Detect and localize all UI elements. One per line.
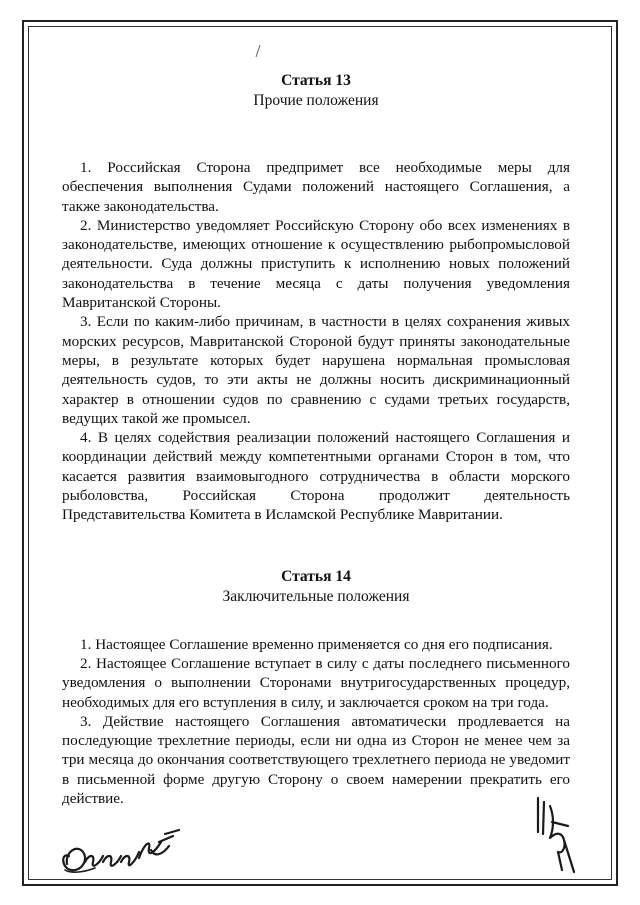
article-13	[62, 71, 570, 525]
article-14-heading: Статья 14	[281, 567, 351, 585]
article-13-heading: Статья 13	[281, 72, 351, 89]
article-14-paragraph-1: 1. Настоящее Соглашение временно применяется со дня его подписания.	[80, 635, 553, 653]
article-13-paragraph-4: 4. В целях содействия реализации положений настоящего Соглашения и координации действий между компетентными органами Сторон в том, что касается развития взаимовыгодного сотрудничества в области морского рыболовства, Российская Сторона продолжит деятельность Представительства Комитета в Исламской Республике Мавритании.	[62, 429, 570, 524]
signature-left	[55, 812, 195, 882]
article-13-subtitle: Прочие положения	[253, 92, 379, 109]
article-14-paragraph-3: 3. Действие настоящего Соглашения автоматически продлевается на последующие трехлетние периоды, если ни одна из Сторон не менее чем за три месяца до окончания соответствующего трехлетнего периода не уведомит в письменной форме другую Сторону о своем намерении прекратить его действие.	[62, 712, 570, 808]
article-14	[62, 567, 570, 809]
scan-mark	[254, 44, 262, 58]
article-13-paragraph-1: 1. Российская Сторона предпримет все необходимые меры для обеспечения выполнения Судами положений настоящего Соглашения, а также законодательства.	[62, 159, 570, 215]
article-13-paragraph-2: 2. Министерство уведомляет Российскую Сторону обо всех изменениях в законодательстве, имеющих отношение к осуществлению рыбопромысловой деятельности. Суда должны приступить к исполнению новых положений законодательства в течение месяца с даты получения уведомления Мавританской Стороны.	[62, 216, 570, 312]
signature-right	[528, 792, 580, 878]
document-body	[62, 71, 570, 808]
article-13-body	[62, 158, 570, 525]
article-14-body	[62, 635, 570, 809]
article-13-paragraph-3: 3. Если по каким-либо причинам, в частности в целях сохранения живых морских ресурсов, Мавританской Стороной будут приняты законодательные меры, в результате которых будет нарушена нормальная промысловая деятельность судов, то эти акты не должны носить дискриминационный характер в отношении судов по сравнению с судами третьих государств, ведущих такой же промысел.	[62, 313, 570, 427]
article-14-subtitle: Заключительные положения	[222, 587, 410, 605]
article-14-paragraph-2: 2. Настоящее Соглашение вступает в силу с даты последнего письменного уведомления о выполнении Сторонами внутригосударственных процедур, необходимых для его вступления в силу, и заключается сроком на три года.	[62, 654, 570, 711]
